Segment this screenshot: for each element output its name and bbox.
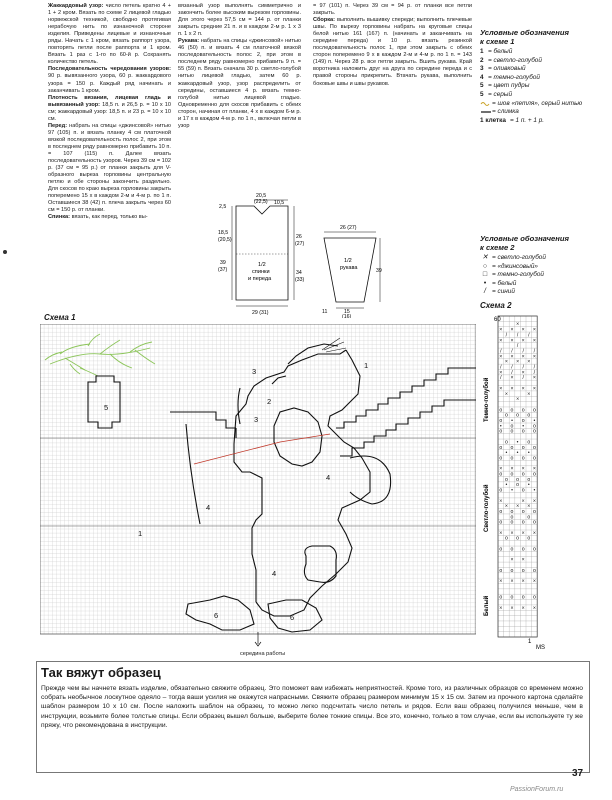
pattern-symbol: × (510, 605, 514, 612)
pattern-symbol: × (521, 385, 525, 392)
pattern-symbol: • (527, 450, 530, 457)
pattern-symbol: × (521, 557, 525, 564)
chart1-num: 4 (326, 473, 331, 482)
legend1-item: 3 = оливковый (480, 65, 526, 73)
body-label-2: спинки (252, 269, 270, 275)
legend1-item: 1 = белый (480, 48, 513, 55)
pattern-symbol: × (516, 359, 520, 366)
body-label-1: 1/2 (258, 262, 266, 268)
pattern-symbol: • (505, 482, 508, 489)
chart2-band-1: Темно-голубой (484, 377, 490, 422)
pattern-symbol: o (510, 514, 514, 521)
pattern-symbol: o (527, 412, 531, 419)
chart2-band-2: Светло-голубой (484, 484, 490, 532)
pattern-symbol: × (504, 503, 508, 510)
pattern-symbol: • (511, 418, 513, 424)
legend1-item: 2 = светло-голубой (480, 56, 542, 64)
slash-icon: / (484, 288, 486, 296)
pattern-symbol: o (521, 546, 525, 553)
pattern-symbol: o (510, 407, 514, 414)
pattern-symbol: × (499, 605, 503, 612)
pattern-symbol: o (499, 546, 503, 553)
pattern-symbol: × (510, 466, 514, 473)
pattern-symbol: o (516, 476, 520, 483)
pattern-symbol: o (516, 412, 520, 419)
legend2-item: ✕ = светло-голубой (480, 254, 605, 263)
pattern-symbol: • (511, 487, 513, 494)
body-label-3: и переда (248, 276, 272, 282)
pattern-symbol: o (499, 418, 503, 424)
pattern-symbol: o (504, 535, 508, 542)
pattern-symbol: o (499, 428, 503, 435)
chart1-num: 2 (267, 397, 272, 406)
pattern-symbol: o (510, 508, 514, 515)
chart1 (40, 324, 476, 654)
pattern-symbol: o (499, 407, 503, 414)
pattern-symbol: / (500, 375, 502, 382)
pattern-symbol: o (499, 508, 503, 515)
chart2-title: Схема 2 (480, 301, 512, 310)
chart1-num: 6 (214, 611, 219, 620)
pattern-symbol: / (511, 364, 513, 371)
pattern-symbol: o (521, 508, 525, 515)
body-dim-armhole-alt: (20,5) (218, 237, 232, 243)
pattern-symbol: o (504, 412, 508, 419)
pattern-symbol: × (521, 530, 525, 537)
pattern-symbol: × (532, 385, 536, 392)
pattern-symbol: o (510, 423, 514, 430)
sleeve-dim-bottom-left: 11 (322, 309, 328, 315)
col3-para-0: = 97 (101) п. Через 39 см = 94 р. от планки все петли закрыть. (313, 3, 472, 17)
legend2-title: Условные обозначения (480, 234, 569, 243)
body-dim-side-alt: (37) (218, 267, 228, 273)
pattern-symbol: × (532, 498, 536, 505)
col1-para-4: Спинка: вязать, как перед, только вы- (48, 214, 148, 221)
sleeve-label-2: рукава (340, 265, 358, 271)
pattern-symbol: o (527, 514, 531, 521)
chart1-num: 1 (138, 529, 143, 538)
chart1-num: 3 (254, 415, 259, 424)
chart1-grid (40, 324, 476, 634)
pattern-symbol: / (511, 348, 513, 355)
pattern-symbol: • (522, 423, 525, 430)
body-dim-top-alt: (22,5) (254, 199, 268, 205)
pattern-symbol: × (521, 498, 525, 505)
sample-text: Прежде чем вы начнете вязать изделие, обязательно свяжите образец. Это поможет вам избежать неприятностей. Кроме того, из различных образцов со временем можно собрать необычное лоскутное одеяло – тогда ваши усилия не окажутся напрасными. Свяжите образец размером минимум 15 х 15 см. Затем из прочного картона сделайте шаблон размером 10 х 10 см. После наложить шаблон на образец, то можно легко подсчитать число петель и рядов. Если ваш образец получился меньше, чем в инструкции, возьмите более толстые спицы. Если образец вышел больше, выберите более тонкие спицы. Все это, конечно, только в том случае, если вы используете ту же пряжу, что рекомендована в инструкции. (41, 685, 583, 729)
pattern-symbol: o (510, 594, 514, 601)
pattern-symbol: × (521, 605, 525, 612)
legend2-item: / = синий (480, 288, 605, 297)
pattern-symbol: o (510, 471, 514, 478)
pattern-symbol: o (532, 455, 536, 462)
pattern-symbol: × (521, 353, 525, 360)
body-dim-side: 39 (220, 260, 226, 266)
pattern-symbol: o (532, 444, 536, 451)
pattern-symbol: × (499, 578, 503, 585)
pattern-symbol: o (504, 476, 508, 483)
pattern-symbol: o (521, 407, 525, 414)
pattern-symbol: × (532, 530, 536, 537)
pattern-symbol: / (533, 369, 536, 376)
body-dim-right-1: 26 (296, 234, 302, 240)
pattern-symbol: o (516, 535, 520, 542)
pattern-symbol: o (521, 519, 525, 526)
pattern-symbol: o (527, 439, 531, 446)
pattern-symbol: / (522, 364, 524, 371)
pattern-symbol: o (499, 471, 503, 478)
legend1-title: Условные обозначения (480, 28, 569, 37)
pattern-symbol: o (532, 407, 536, 414)
legend-chart-2 (480, 234, 605, 297)
pattern-symbol: × (532, 578, 536, 585)
sample-title: Так вяжут образец (41, 665, 161, 680)
pattern-symbol: o (499, 519, 503, 526)
pattern-symbol: o (532, 519, 536, 526)
pattern-symbol: o (521, 455, 525, 462)
legend1-item: 1 клетка = 1 п. + 1 р. (480, 116, 545, 124)
pattern-symbol: o (532, 423, 536, 430)
sleeve-dim-bottom-alt: (16) (342, 314, 352, 318)
cross-icon: ✕ (482, 254, 488, 261)
pattern-symbol: o (521, 428, 525, 435)
pattern-symbol: o (532, 508, 536, 515)
legend-chart-1 (480, 28, 605, 125)
pattern-symbol: × (499, 530, 503, 537)
chart2-row-1: 1 (528, 639, 532, 645)
chart1-num: 3 (252, 367, 257, 376)
legend2-item: □ = темно-голубой (480, 271, 605, 280)
pattern-symbol: × (504, 359, 508, 366)
stem-stitch-icon (480, 109, 492, 115)
pattern-symbol: o (499, 594, 503, 601)
chart2-ms: MS (536, 645, 545, 650)
pattern-symbol: o (521, 487, 525, 494)
pattern-symbol: × (527, 503, 531, 510)
pattern-symbol: / (511, 369, 513, 376)
pattern-symbol: × (499, 385, 503, 392)
pattern-symbol: • (516, 450, 519, 457)
pattern-symbol: o (532, 471, 536, 478)
chart2-symbols (499, 322, 536, 612)
dot-icon: • (483, 279, 487, 287)
chart1-num: 5 (104, 403, 109, 412)
pattern-symbol: × (510, 557, 514, 564)
col1-para-1: Последовательность чередования узоров: 90 р. вывязанного узора, 60 р. жаккардового узора = 150 р. Каждый ряд начинать и заканчивать 1 кром. (48, 66, 171, 94)
pattern-symbol: × (532, 353, 536, 360)
pattern-symbol: / (533, 348, 536, 355)
pattern-symbol: × (510, 337, 514, 344)
chart1-bottom-label: середина работы (240, 651, 286, 657)
pattern-symbol: × (532, 605, 536, 612)
pattern-symbol: • (527, 482, 530, 489)
pattern-symbol: o (532, 428, 536, 435)
pattern-symbol: o (527, 535, 531, 542)
pattern-symbol: × (532, 337, 536, 344)
pattern-symbol: / (505, 332, 508, 339)
legend1-item: = шов «петля», серый нитью (480, 100, 605, 109)
pattern-symbol: × (510, 385, 514, 392)
pattern-symbol: / (522, 348, 524, 355)
pattern-symbol: × (499, 337, 503, 344)
loop-stitch-icon (480, 101, 492, 107)
body-dim-top: 20,5 (256, 193, 267, 199)
pattern-symbol: × (521, 369, 525, 376)
pattern-symbol: × (510, 530, 514, 537)
pattern-symbol: o (499, 567, 503, 574)
chart2 (476, 312, 576, 650)
body-dim-neck: 2,5 (219, 204, 227, 210)
body-dim-right-2: 34 (296, 270, 302, 276)
pattern-symbol: • (505, 450, 508, 457)
pattern-symbol: × (516, 396, 520, 403)
legend1-item: = слимка (480, 108, 605, 117)
pattern-symbol: / (522, 375, 524, 382)
pattern-symbol: • (499, 423, 502, 430)
legend2-subtitle: к схеме 2 (480, 243, 515, 252)
chart2-band-3: Белый (484, 595, 490, 616)
pattern-symbol: / (500, 348, 502, 355)
sleeve-dim-height: 39 (376, 268, 382, 274)
body-dim-bottom: 29 (31) (252, 310, 269, 316)
sleeve-schematic (320, 222, 384, 318)
chart1-numbers (104, 361, 368, 622)
pattern-symbol: × (510, 327, 514, 334)
pattern-symbol: × (532, 375, 536, 382)
pattern-symbol: × (527, 391, 531, 398)
instructions-column-3 (313, 3, 472, 88)
chart2-svg (476, 312, 576, 650)
body-schematic (218, 192, 308, 318)
margin-dot (3, 250, 7, 254)
pattern-symbol: o (499, 487, 503, 494)
pattern-symbol: / (528, 332, 530, 339)
pattern-symbol: o (510, 455, 514, 462)
pattern-symbol: o (527, 476, 531, 483)
pattern-symbol: × (521, 327, 525, 334)
pattern-symbol: × (499, 353, 503, 360)
chart1-num: 4 (206, 503, 211, 512)
pattern-symbol: × (521, 466, 525, 473)
body-dim-shoulder: 10,5 (274, 200, 285, 206)
page-number: 37 (572, 768, 584, 779)
pattern-symbol: / (516, 343, 519, 350)
pattern-symbol: × (532, 327, 536, 334)
chart1-title: Схема 1 (44, 313, 76, 322)
col1-para-2: Плотность вязания, лицевая гладь и вывязанный узор: 18,5 п. и 26,5 р. = 10 х 10 см; жаккардовый узор: 18,5 п. и 23 р. = 10 х 10 см. (48, 94, 171, 122)
chart1-num: 6 (290, 613, 295, 622)
pattern-symbol: o (510, 428, 514, 435)
pattern-symbol: × (499, 466, 503, 473)
col1-para-0: Жаккардовый узор: число петель кратно 4 + 1 + 2 кром. Вязать по схеме 2 лицевой гладью норвежской техникой, свободно протягивая нерабочую нить по изнаночной стороне изделия. Приведены лицевые и изнаночные ряды. Начать с 1 кром, вязать раппорт узора, повторять петли после раппорта и 1 кром. Вязать 1 раз с 1-го по 60-й р. Сохранять количество петель. (48, 3, 172, 66)
pattern-symbol: / (533, 364, 536, 371)
pattern-symbol: o (510, 546, 514, 553)
col2-para-1: Рукава: набрать на спицы «джинсовой» нитью 46 (50) п. и вязать 4 см платочной вязкой последовательность полос 2, при этом в последнем ряду равномерно прибавить 9 п. = 55 (59) п. Вязать сначала 30 р. светло-голубой нитью лицевой гладью, затем 60 р. жаккардовый узор, узор распределить от середины, оставшиеся 4 р. вязать темно-голубой нитью лицевой гладью. Одновременно для скосов прибавить с обеих сторон, начиная от планки, 4 х в каждом 6-м р. и 17 х в каждом 4-м р. по 1 п., включая петли в узор (178, 38, 301, 129)
chart1-num: 4 (272, 569, 277, 578)
pattern-symbol: × (510, 353, 514, 360)
pattern-symbol: o (521, 444, 525, 451)
sleeve-label-1: 1/2 (344, 258, 352, 264)
pattern-symbol: / (500, 364, 502, 371)
pattern-symbol: o (510, 519, 514, 526)
chart2-row-60: 60 (494, 317, 501, 323)
pattern-symbol: • (516, 439, 519, 446)
col1-para-3: Перед: набрать на спицы «джинсовой» нитью 97 (105) п. и вязать планку 4 см платочной вязкой последовательность полос 2, при этом в последнем ряду равномерно прибавить 10 п. = 107 (115) п. Далее вязать последовательность узоров. Через 39 см = 102 р. (37 см = 95 р.) от планки закрыть для V-образного выреза горловины центральную петлю и обе стороны закончить раздельно. Для скосов по краю выреза горловины закрыть поперемено 15 х в каждом 2-м и 4-м р. по 1 п. Оставшиеся 38 (42) п. плеча закрыть через 60 см = 150 р. от планки. (48, 122, 171, 214)
pattern-symbol: × (504, 391, 508, 398)
pattern-symbol: × (499, 369, 503, 376)
legend1-item: 4 = темно-голубой (480, 73, 540, 81)
sleeve-dim-bottom: 15 (344, 309, 350, 315)
pattern-symbol: o (521, 471, 525, 478)
pattern-symbol: o (521, 567, 525, 574)
pattern-symbol: × (521, 337, 525, 344)
pattern-symbol: o (516, 482, 520, 489)
pattern-symbol: × (527, 359, 531, 366)
legend2-item: ○ = «джинсовый» (480, 263, 605, 272)
pattern-symbol: o (521, 418, 525, 424)
pattern-symbol: o (510, 444, 514, 451)
pattern-symbol: o (532, 567, 536, 574)
col2-para-0: вязанный узор выполнять симметрично и закончить более высоким вырезом горловины. Для этого через 57,5 см = 144 р. от планки закрыть средние 21 п. и в каждом 2-м р. 1 х 3 п. 1 х 2 п. (178, 3, 301, 38)
legend1-item: 5 = цвет пудры (480, 82, 530, 90)
body-dim-armhole: 18,5 (218, 230, 229, 236)
pattern-symbol: × (499, 498, 503, 505)
pattern-symbol: o (532, 546, 536, 553)
pattern-symbol: / (516, 332, 519, 339)
watermark: PassionForum.ru (510, 786, 564, 793)
sleeve-dim-top: 26 (27) (340, 225, 357, 231)
pattern-symbol: • (533, 487, 536, 494)
pattern-symbol: o (499, 455, 503, 462)
sample-box (36, 661, 590, 773)
body-dim-right-1-alt: (27) (295, 241, 305, 247)
pattern-symbol: o (510, 567, 514, 574)
pattern-symbol: × (510, 375, 514, 382)
pattern-symbol: × (532, 466, 536, 473)
red-guide-line (194, 434, 330, 464)
pattern-symbol: × (510, 578, 514, 585)
square-icon: □ (482, 271, 488, 279)
instructions-column-2 (178, 3, 301, 130)
pattern-symbol: × (521, 578, 525, 585)
pattern-symbol: × (516, 321, 520, 328)
pattern-symbol: o (504, 439, 508, 446)
legend1-subtitle: к схеме 1 (480, 37, 515, 46)
circle-icon: ○ (482, 262, 488, 270)
body-dim-right-2-alt: (33) (295, 277, 305, 283)
chart1-num: 1 (364, 361, 369, 370)
legend1-item: 5 = серый (480, 90, 513, 98)
chart1-svg (40, 324, 476, 654)
legend2-item: • = белый (480, 280, 605, 289)
pattern-symbol: o (521, 594, 525, 601)
pattern-symbol: • (533, 418, 536, 424)
instructions-column-1 (48, 3, 171, 221)
pattern-symbol: o (499, 444, 503, 451)
pattern-symbol: × (516, 503, 520, 510)
col3-para-1: Сборка: выполнить вышивку спереди; выполнить плечевые швы. По вырезу горловины набрать на круговые спицы белой нитью 161 (167) п. (начинать и заканчивать на середине переда) и 10 р. вязать резинкой последовательность полос 1, при этом закрыть с обеих сторон поперемено 9 х в каждом 2-м и 4-м р. по 1 п. = 143 (149) п. Через 28 р. все петли закрыть. Вшить рукава. Край воротника наложить друг на друга по середине переда и с правой стороны прикрепить. Втачать рукава, выполнить боковые швы и швы рукавов. (313, 17, 472, 87)
pattern-symbol: × (499, 327, 503, 334)
pattern-symbol: o (532, 594, 536, 601)
